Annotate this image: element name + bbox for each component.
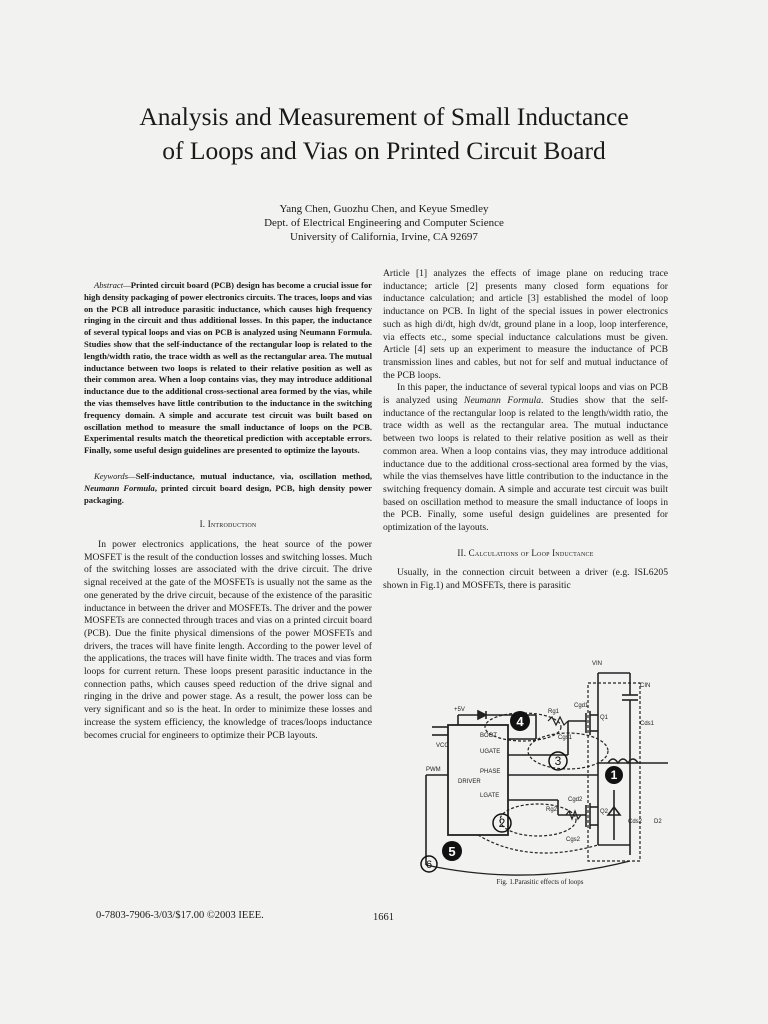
loop-marker-4-label: 4 bbox=[516, 714, 524, 729]
right-paragraph-2-formula: Neumann Formula bbox=[464, 395, 541, 407]
author-names: Yang Chen, Guozhu Chen, and Keyue Smedley bbox=[279, 203, 489, 215]
label-plus5v: +5V bbox=[454, 707, 465, 713]
section-2-number: II. bbox=[457, 547, 467, 558]
loop-marker-5-label: 5 bbox=[448, 844, 456, 859]
abstract bbox=[84, 280, 372, 457]
label-cgd2: Cgd2 bbox=[568, 797, 583, 803]
label-cgd1: Cgd1 bbox=[574, 703, 589, 709]
label-q1: Q1 bbox=[600, 715, 609, 721]
abstract-text: Printed circuit board (PCB) design has become a crucial issue for high density packaging of power electronics circuits. The traces, loops and vias on the PCB all introduce parasitic inductance, which causes high frequency ringing in the circuit and thus additional losses. In this paper, the inductance of several typical loops and vias on PCB is analyzed using Neumann Formula. Studies show that the self-inductance of the rectangular loop is related to the length/width ratio, the trace width as well as the rectangular area. The mutual inductance between two loops is related to their relative position as well as their common area. When a loop contains vias, they may introduce additional inductance due to the additional cross-sectional area formed by the vias, while the vias themselves have little contribution to the inductance in the switching frequency domain. A simple and accurate test circuit was built based on oscillation method to measure the small inductance of loops on the PCB. Experimental results match the theoretical prediction with acceptable errors. Finally, some useful design guidelines are presented to optimize the layouts. bbox=[84, 280, 372, 456]
label-cds2: Cds2 bbox=[628, 819, 643, 825]
author-department: Dept. of Electrical Engineering and Computer Science bbox=[264, 217, 504, 229]
paper-title bbox=[60, 100, 708, 168]
label-rg1: Rg1 bbox=[548, 709, 560, 715]
section-1-title: Introduction bbox=[207, 519, 257, 530]
loop-marker-6 bbox=[421, 856, 437, 872]
keywords-lead: Keywords— bbox=[94, 470, 136, 481]
keywords bbox=[84, 471, 372, 506]
label-vcc: VCC bbox=[436, 743, 449, 749]
abstract-lead: Abstract— bbox=[94, 280, 131, 290]
loop-marker-6-label: 6 bbox=[425, 859, 433, 871]
right-paragraph-2-text-1: In this paper, the inductance of several typical loops and vias on PCB is analyzed using bbox=[383, 382, 668, 407]
loop-marker-3-label: 3 bbox=[554, 754, 562, 768]
right-paragraph-2-text-2: . Studies show that the self-inductance of the rectangular loop is related to the length/width ratio, the trace width as well as the rectangular area. The mutual inductance between two loops is related to their relative position as well as their common area. When a loop contains vias, they may introduce additional inductance due to the additional cross-sectional area formed by the vias, while the vias themselves have little contribution to the inductance in the switching frequency domain. A simple and accurate test circuit was built based on oscillation method to measure the small inductance of loops in the PCB. Finally, some useful design guidelines are presented for optimization of the layouts. bbox=[383, 395, 668, 534]
title-line-1: Analysis and Measurement of Small Inductance bbox=[139, 102, 629, 131]
section-1-heading bbox=[84, 518, 372, 531]
section-1-number: I. bbox=[199, 519, 206, 530]
keywords-text-2: , printed circuit board design, PCB, high density power packaging. bbox=[84, 482, 372, 505]
loop-marker-4 bbox=[510, 711, 530, 731]
section-2-paragraph: Usually, in the connection circuit between a driver (e.g. ISL6205 shown in Fig.1) and MOSFETs, there is parasitic bbox=[383, 567, 668, 592]
loop-marker-3 bbox=[549, 752, 567, 770]
label-driver: DRIVER bbox=[458, 779, 481, 785]
label-pwm: PWM bbox=[426, 767, 441, 773]
label-cgs2: Cgs2 bbox=[566, 837, 581, 843]
figure-caption: Fig. 1.Parasitic effects of loops bbox=[496, 878, 584, 886]
copyright-line: 0-7803-7906-3/03/$17.00 ©2003 IEEE. bbox=[96, 910, 264, 921]
label-boot: BOOT bbox=[480, 733, 498, 739]
section-2-title: Calculations of Loop Inductance bbox=[468, 547, 594, 558]
label-rg2: Rg2 bbox=[546, 807, 558, 813]
right-paragraph-2 bbox=[383, 382, 668, 534]
keywords-formula: Neumann Formula bbox=[84, 482, 155, 493]
label-cgs1: Cgs1 bbox=[558, 735, 573, 741]
left-column bbox=[84, 280, 372, 742]
right-column bbox=[383, 268, 668, 593]
loop-marker-5 bbox=[442, 841, 462, 861]
circuit-figure bbox=[418, 655, 678, 885]
label-cds1: Cds1 bbox=[640, 721, 655, 727]
label-phase: PHASE bbox=[480, 769, 501, 775]
label-lgate: LGATE bbox=[480, 793, 500, 799]
title-line-2: of Loops and Vias on Printed Circuit Board bbox=[162, 136, 606, 165]
section-2-heading bbox=[383, 547, 668, 560]
label-ugate: UGATE bbox=[480, 749, 501, 755]
keywords-text-1: Self-inductance, mutual inductance, via, oscillation method, bbox=[135, 470, 372, 481]
loop-marker-1-label: 1 bbox=[610, 768, 618, 782]
label-cin: CIN bbox=[640, 683, 651, 689]
author-block bbox=[184, 202, 584, 244]
author-university: University of California, Irvine, CA 92697 bbox=[290, 231, 478, 243]
loop-marker-2-label: 2 bbox=[498, 816, 506, 830]
loop-marker-1 bbox=[605, 766, 623, 784]
label-q2: Q2 bbox=[600, 809, 609, 815]
label-vin: VIN bbox=[592, 661, 603, 667]
label-d2: D2 bbox=[654, 819, 662, 825]
page-number: 1661 bbox=[373, 912, 394, 923]
right-paragraph-1: Article [1] analyzes the effects of image plane on reducing trace inductance; article [2] presents many closed form equations for inductance calculation; and article [3] established the model of loop inductance on PCB. In light of the special issues in power electronics such as high di/dt, high dv/dt, ground plane in a loop, loop interference, via effects etc., some special inductance calculations must be given. Article [4] sets up an experiment to measure the inductance of PCB transmission lines and cables, but not for self and mutual inductance of the PCB loops. bbox=[383, 268, 668, 381]
section-1-paragraph: In power electronics applications, the heat source of the power MOSFET is the result of the conduction losses and switching losses. Much of the switching losses are associated with the drive circuit. The drive signal received at the gate of the MOSFETs is usually not the same as the one generated by the drive circuit, because of the existence of the parasitic inductance in between the driver and MOSFETs. The driver and the power MOSFETs are connected through traces and vias on a printed circuit board (PCB). Due the finite physical dimensions of the power MOSFETs and drivers, the traces will have finite length. According to the power level of the applications, the traces will have finite width. The traces and vias form loops for current return. These loops present parasitic inductance in the connection paths, which causes speed reduction of the drive signal and ringing in the drive and power stage. As a result, the power loss can be very significant and so is the heat. In order to minimize these losses and increase the system efficiency, the knowledge of traces/loops inductance becomes crucial for engineers to optimize their PCB layouts. bbox=[84, 539, 372, 741]
